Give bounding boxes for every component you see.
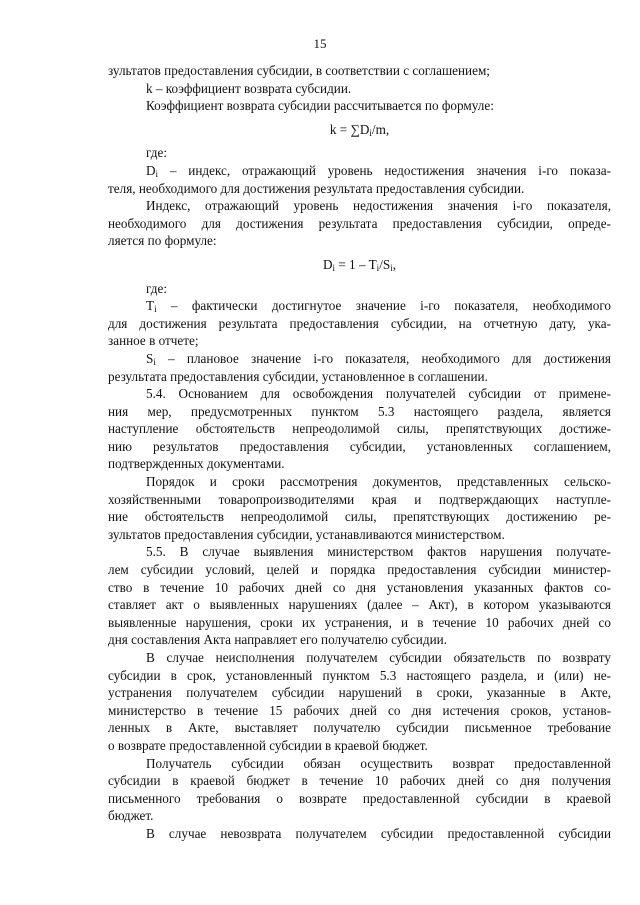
- text-line: [108, 649, 611, 667]
- text-run: S: [146, 350, 154, 366]
- text-run: ,: [392, 256, 396, 272]
- text-run: где:: [146, 280, 167, 296]
- text-run: ния мер, предусмотренных пунктом 5.3 настоящего раздела, является: [108, 403, 611, 419]
- text-line: [108, 755, 611, 773]
- subscript: i: [390, 262, 393, 273]
- document-body: [108, 62, 611, 843]
- text-run: для достижения результата предоставления субсидии, на отчетную дату, ука-: [108, 315, 611, 331]
- text-line: [108, 315, 611, 333]
- text-run: ленных в Акте, выставляет получателю субсидии письменное требование: [108, 720, 611, 736]
- text-line: [108, 702, 611, 720]
- text-line: [108, 438, 611, 456]
- subscript: i: [369, 127, 372, 138]
- text-line: [108, 526, 611, 544]
- text-line: [108, 162, 611, 180]
- text-line: [108, 385, 611, 403]
- text-run: субсидии в срок, установленный пунктом 5.3 настоящего раздела, и (или) не-: [108, 667, 611, 683]
- text-line: [108, 368, 611, 386]
- text-run: бюджет.: [108, 808, 154, 824]
- text-run: В случае неисполнения получателем субсидии обязательств по возврату: [146, 650, 611, 665]
- text-line: [108, 180, 611, 198]
- text-run: министерство в течение 15 рабочих дней со дня истечения сроков, установ-: [108, 702, 611, 718]
- text-run: /S: [379, 256, 391, 272]
- text-run: результата предоставления субсидии, установленное в соглашении.: [108, 368, 488, 384]
- text-line: [108, 215, 611, 233]
- text-run: зультатов предоставления субсидии, в соответствии с соглашением;: [108, 63, 490, 78]
- text-run: лем субсидии условий, целей и порядка предоставления субсидии министер-: [108, 562, 611, 578]
- text-line: [108, 332, 611, 350]
- text-run: теля, необходимого для достижения результата предоставления субсидии.: [108, 180, 525, 196]
- text-line: [108, 297, 611, 315]
- text-line: [108, 491, 611, 509]
- text-line: [108, 350, 611, 368]
- text-run: где:: [146, 145, 167, 161]
- text-run: хозяйственными товаропроизводителями края и подтверждающих наступле-: [108, 491, 611, 507]
- text-run: ставляет акт о выявленных нарушениях (далее – Акт), в котором указываются: [108, 597, 611, 613]
- text-line: [108, 790, 611, 808]
- text-run: T: [146, 298, 155, 314]
- text-line: [108, 631, 611, 649]
- text-run: Порядок и сроки рассмотрения документов, представленных сельско-: [146, 474, 611, 490]
- text-run: k = ∑D: [329, 121, 370, 137]
- text-run: В случае невозврата получателем субсидии предоставленной субсидии: [146, 825, 611, 841]
- text-run: устранения получателем субсидии нарушений в сроки, указанные в Акте,: [108, 685, 611, 701]
- text-line: [108, 197, 611, 215]
- text-line: [108, 614, 611, 632]
- text-run: о возврате предоставленной субсидии в краевой бюджет.: [108, 737, 428, 753]
- text-line: [108, 455, 611, 473]
- text-run: наступление обстоятельств непреодолимой силы, препятствующих достиже-: [108, 421, 611, 437]
- text-line: [108, 719, 611, 737]
- text-line: [108, 420, 611, 438]
- text-run: – фактически достигнутое значение i-го показателя, необходимого: [156, 298, 611, 314]
- formula-line: [108, 121, 611, 139]
- text-line: [108, 825, 611, 843]
- text-run: ляется по формуле:: [108, 233, 217, 249]
- text-line: [108, 684, 611, 702]
- text-run: выявленные нарушения, сроки их устранения, и в течение 10 рабочих дней со: [108, 614, 611, 630]
- text-line: [108, 772, 611, 790]
- text-run: зультатов предоставления субсидии, устанавливаются министерством.: [108, 526, 505, 542]
- text-line: [108, 280, 611, 298]
- text-line: [108, 62, 611, 80]
- text-line: [108, 667, 611, 685]
- text-run: ние обстоятельств непреодолимой силы, препятствующих достижению ре-: [108, 509, 611, 525]
- text-run: Индекс, отражающий уровень недостижения значения i-го показателя,: [146, 198, 611, 214]
- text-run: – плановое значение i-го показателя, необходимого для достижения: [155, 350, 611, 366]
- text-line: [108, 543, 611, 561]
- text-run: 5.4. Основанием для освобождения получателей субсидии от примене-: [146, 386, 611, 402]
- subscript: i: [376, 262, 380, 273]
- text-run: /m,: [371, 121, 390, 137]
- formula-line: [108, 256, 611, 274]
- text-run: письменного требования о возврате предоставленной субсидии в краевой: [108, 790, 611, 806]
- text-line: [108, 473, 611, 491]
- text-line: [108, 579, 611, 597]
- text-run: субсидии в краевой бюджет в течение 10 рабочих дней со дня получения: [108, 773, 611, 789]
- text-line: [108, 596, 611, 614]
- page-number: 15: [313, 36, 327, 51]
- text-run: подтвержденных документами.: [108, 456, 285, 472]
- text-run: D: [322, 256, 333, 272]
- text-run: необходимого для достижения результата предоставления субсидии, опреде-: [108, 215, 611, 231]
- text-line: [108, 80, 611, 98]
- text-line: [108, 144, 611, 162]
- text-line: [108, 97, 611, 115]
- text-line: [108, 737, 611, 755]
- text-run: нию результатов предоставления субсидии, установленных соглашением,: [108, 438, 611, 454]
- subscript: i: [154, 304, 157, 315]
- text-line: [108, 232, 611, 250]
- subscript: i: [153, 356, 156, 367]
- text-line: [108, 561, 611, 579]
- text-line: [108, 508, 611, 526]
- text-line: [108, 807, 611, 825]
- subscript: i: [155, 168, 159, 179]
- text-run: k – коэффициент возврата субсидии.: [146, 80, 352, 96]
- text-run: 5.5. В случае выявления министерством фактов нарушения получате-: [146, 544, 611, 560]
- text-run: Коэффициент возврата субсидии рассчитывается по формуле:: [146, 98, 494, 114]
- text-run: Получатель субсидии обязан осуществить возврат предоставленной: [146, 755, 611, 771]
- text-run: ство в течение 10 рабочих дней со дня установления указанных фактов со-: [108, 579, 611, 595]
- text-run: занное в отчете;: [108, 333, 199, 349]
- text-run: D: [146, 162, 156, 178]
- text-run: = 1 – T: [335, 256, 377, 272]
- text-run: – индекс, отражающий уровень недостижения значения i-го показа-: [158, 162, 611, 178]
- subscript: i: [332, 262, 336, 273]
- text-run: дня составления Акта направляет его получателю субсидии.: [108, 632, 447, 648]
- text-line: [108, 403, 611, 421]
